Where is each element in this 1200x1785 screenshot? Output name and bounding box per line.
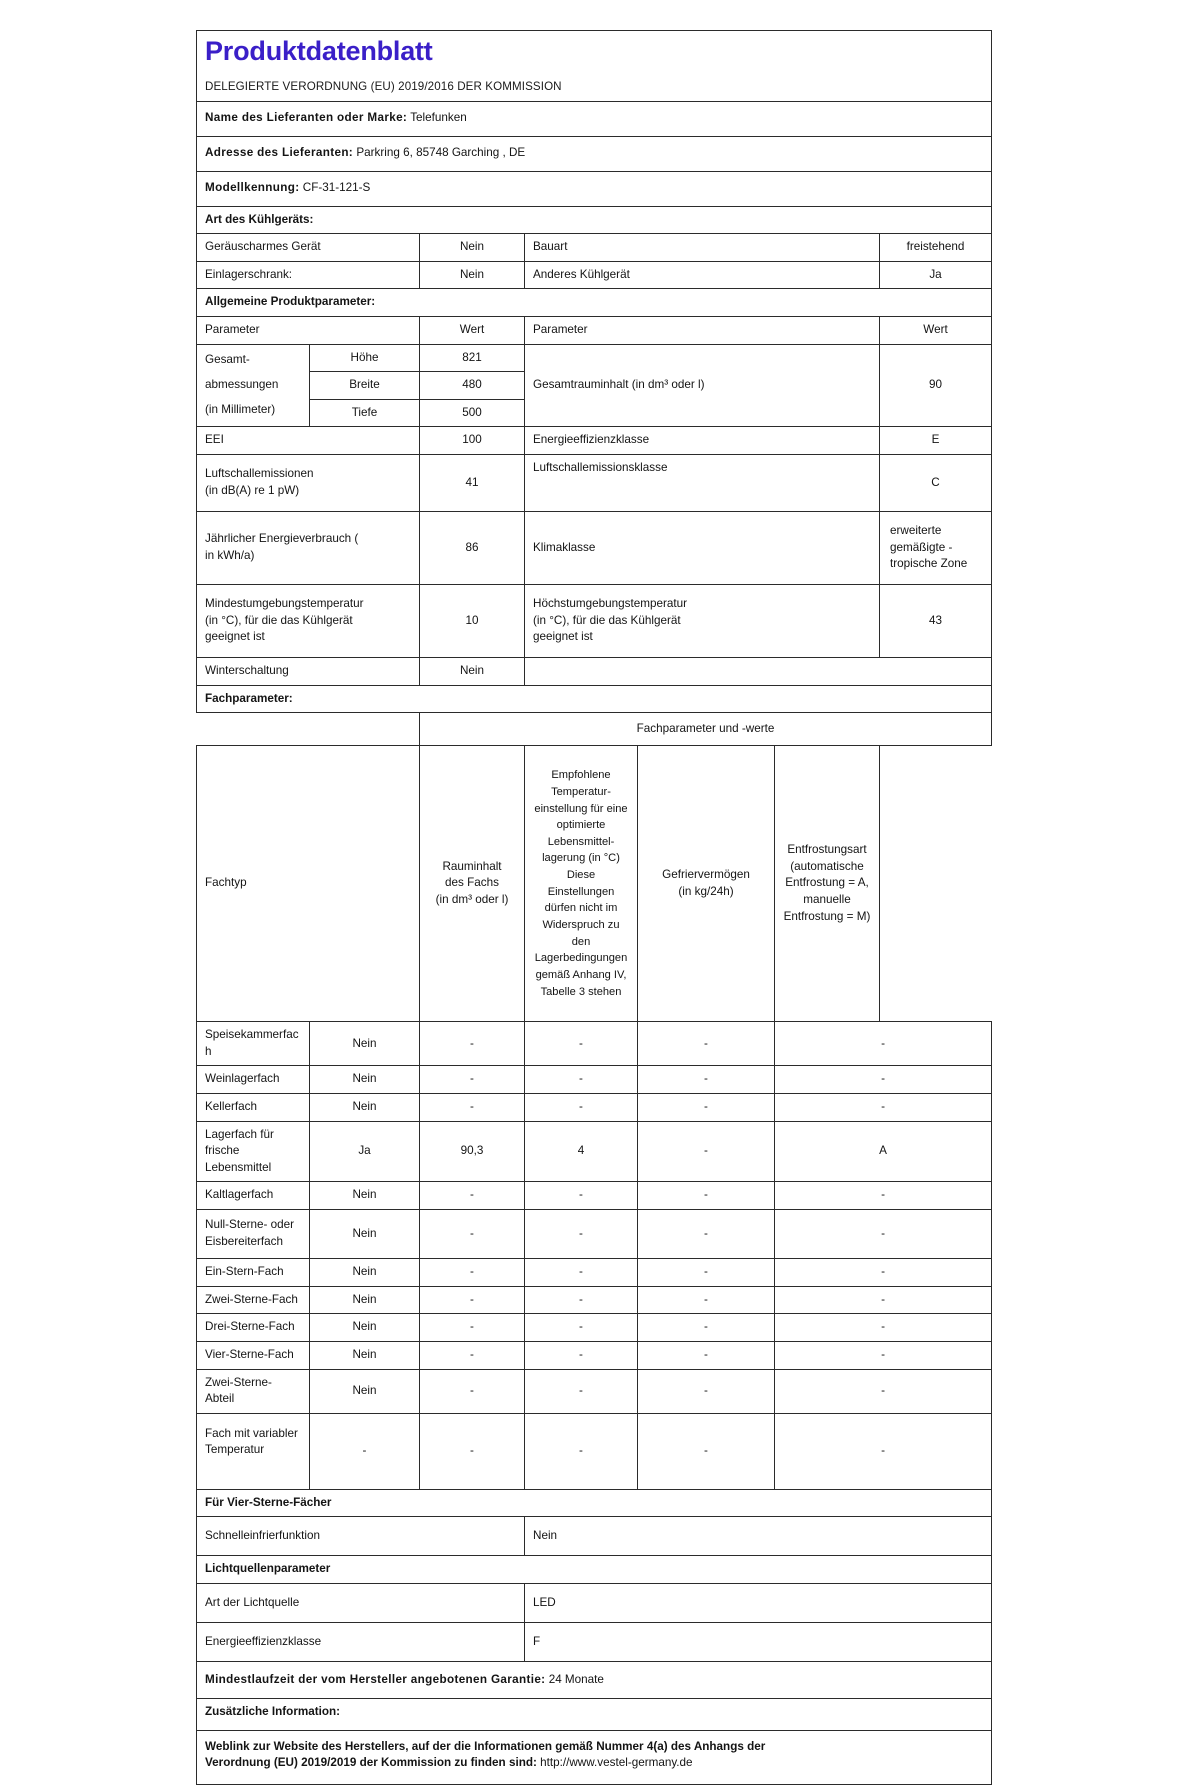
compartment-present: Nein: [310, 1022, 420, 1066]
fast-freeze-label: Schnelleinfrierfunktion: [197, 1517, 525, 1556]
title-row: [197, 31, 992, 102]
table-row: [197, 427, 992, 455]
annual-energy-value: 86: [420, 511, 525, 584]
compartment-temp: -: [525, 1369, 638, 1413]
noise-label: [197, 454, 420, 511]
max-ambient-temp-label: [525, 584, 880, 657]
appliance-type-section-title: Art des Kühlgeräts:: [197, 206, 992, 234]
eei-value: 100: [420, 427, 525, 455]
dimensions-label-line3: (in Millimeter): [197, 399, 310, 427]
supplier-name-cell: [197, 101, 992, 136]
weblink-text-line2-label: Verordnung (EU) 2019/2019 der Kommission zu finden sind:: [205, 1756, 537, 1770]
compartment-temp-header-line11: gemäß Anhang IV,: [535, 968, 627, 981]
compartment-volume: -: [420, 1066, 525, 1094]
additional-info-section-row: [197, 1698, 992, 1730]
winter-setting-value: Nein: [420, 657, 525, 685]
table-row: [197, 1182, 992, 1210]
compartment-volume: -: [420, 1259, 525, 1287]
width-label: Breite: [310, 372, 420, 400]
compartment-column-header-row: [197, 746, 992, 1022]
weblink-row: [197, 1730, 992, 1784]
compartment-defrost: -: [775, 1094, 992, 1122]
compartment-present: Nein: [310, 1094, 420, 1122]
compartment-defrost: -: [775, 1341, 992, 1369]
compartment-temp-header-line12: Tabelle 3 stehen: [540, 985, 622, 998]
compartment-group-header-row: [197, 713, 992, 746]
compartment-present: -: [310, 1413, 420, 1489]
table-row: [197, 1622, 992, 1661]
construction-label: Bauart: [525, 234, 880, 262]
supplier-name-row: [197, 101, 992, 136]
supplier-address-value: Parkring 6, 85748 Garching , DE: [356, 146, 526, 160]
compartment-defrost-header-line4: manuelle: [803, 893, 851, 906]
noise-label-line1: Luftschallemissionen: [205, 467, 314, 481]
compartment-freezing-header-line2: (in kg/24h): [678, 884, 734, 898]
compartment-type: Ein-Stern-Fach: [197, 1259, 310, 1287]
product-fiche-sheet: [196, 30, 991, 1785]
warranty-value: 24 Monate: [548, 1672, 604, 1686]
compartment-freezing: -: [638, 1022, 775, 1066]
compartment-defrost: -: [775, 1286, 992, 1314]
manufacturer-website-link[interactable]: http://www.vestel-germany.de: [540, 1756, 693, 1770]
table-row: [197, 1022, 992, 1066]
compartment-type-line2: Temperatur: [205, 1443, 265, 1457]
compartment-temp: -: [525, 1286, 638, 1314]
compartment-defrost: -: [775, 1369, 992, 1413]
compartment-freezing: -: [638, 1413, 775, 1489]
model-row: [197, 171, 992, 206]
compartment-defrost: -: [775, 1259, 992, 1287]
compartment-freezing: -: [638, 1066, 775, 1094]
compartment-volume: -: [420, 1210, 525, 1259]
table-row: [197, 1583, 992, 1622]
compartment-type-line1: Null-Sterne- oder: [205, 1218, 294, 1232]
max-ambient-temp-line1: Höchstumgebungstemperatur: [533, 597, 687, 611]
compartment-defrost: -: [775, 1210, 992, 1259]
climate-class-label: Klimaklasse: [525, 511, 880, 584]
model-value: CF-31-121-S: [302, 181, 371, 195]
compartment-temp: -: [525, 1259, 638, 1287]
compartment-type: Speisekammerfach: [197, 1022, 310, 1066]
table-row: [197, 511, 992, 584]
winter-setting-label: Winterschaltung: [197, 657, 420, 685]
storage-cabinet-label: Einlagerschrank:: [197, 261, 420, 289]
compartment-temp: -: [525, 1094, 638, 1122]
min-ambient-temp-label: [197, 584, 420, 657]
compartment-temp-header-line2: Temperatur-: [551, 785, 611, 798]
min-ambient-temp-line3: geeignet ist: [205, 630, 265, 644]
compartment-type: Kellerfach: [197, 1094, 310, 1122]
height-value: 821: [420, 344, 525, 372]
compartment-temp: -: [525, 1341, 638, 1369]
supplier-address-row: [197, 136, 992, 171]
supplier-address-label: Adresse des Lieferanten:: [205, 146, 354, 160]
low-noise-label: Geräuscharmes Gerät: [197, 234, 420, 262]
compartment-temp: -: [525, 1210, 638, 1259]
supplier-name-label: Name des Lieferanten oder Marke:: [205, 111, 408, 125]
weblink-text-line1: Weblink zur Website des Herstellers, auf der die Informationen gemäß Nummer 4(a) des Anhangs der: [205, 1739, 766, 1753]
compartment-freezing: -: [638, 1259, 775, 1287]
min-ambient-temp-value: 10: [420, 584, 525, 657]
compartment-defrost: -: [775, 1066, 992, 1094]
param-header-2: Parameter: [525, 316, 880, 344]
compartment-present: Ja: [310, 1121, 420, 1182]
compartment-type: Vier-Sterne-Fach: [197, 1341, 310, 1369]
eei-label: EEI: [197, 427, 420, 455]
climate-class-value: [880, 511, 992, 584]
max-ambient-temp-line3: geeignet ist: [533, 630, 593, 644]
other-appliance-value: Ja: [880, 261, 992, 289]
noise-class-value: C: [880, 454, 992, 511]
compartment-volume-header-line3: (in dm³ oder l): [435, 893, 509, 906]
compartment-defrost: -: [775, 1182, 992, 1210]
compartment-volume: -: [420, 1182, 525, 1210]
table-row: [197, 261, 992, 289]
table-row: [197, 1369, 992, 1413]
compartment-type: Drei-Sterne-Fach: [197, 1314, 310, 1342]
table-row: [197, 234, 992, 262]
dimensions-label-line2: abmessungen: [197, 372, 310, 400]
compartment-type-line2: Lebensmittel: [205, 1160, 272, 1174]
compartment-volume: -: [420, 1413, 525, 1489]
compartment-type: Kaltlagerfach: [197, 1182, 310, 1210]
annual-energy-label-line1: Jährlicher Energieverbrauch (: [205, 532, 359, 546]
min-ambient-temp-line2: (in °C), für die das Kühlgerät: [205, 613, 353, 627]
model-cell: [197, 171, 992, 206]
supplier-address-cell: [197, 136, 992, 171]
compartment-type: [197, 1210, 310, 1259]
compartment-volume: -: [420, 1369, 525, 1413]
other-appliance-label: Anderes Kühlgerät: [525, 261, 880, 289]
compartment-freezing: -: [638, 1121, 775, 1182]
compartment-temp-header: [525, 746, 638, 1022]
weblink-cell: [197, 1730, 992, 1784]
compartment-freezing: -: [638, 1369, 775, 1413]
light-source-section-row: [197, 1556, 992, 1584]
compartment-type: [197, 1121, 310, 1182]
compartment-volume: -: [420, 1022, 525, 1066]
construction-value: freistehend: [880, 234, 992, 262]
compartment-type: Zwei-Sterne-Abteil: [197, 1369, 310, 1413]
climate-class-value-line2: gemäßigte -: [890, 540, 953, 554]
compartment-present: Nein: [310, 1314, 420, 1342]
compartment-temp-header-line4: optimierte: [556, 819, 606, 832]
table-row: [197, 1210, 992, 1259]
table-row: [197, 1259, 992, 1287]
light-source-section-title: Lichtquellenparameter: [197, 1556, 992, 1584]
compartment-defrost: -: [775, 1413, 992, 1489]
compartment-volume: -: [420, 1286, 525, 1314]
compartment-type-header: Fachtyp: [197, 746, 420, 1022]
supplier-name-value: Telefunken: [410, 111, 467, 125]
min-ambient-temp-line1: Mindestumgebungstemperatur: [205, 597, 364, 611]
table-row: [197, 454, 992, 511]
compartment-freezing: -: [638, 1341, 775, 1369]
compartment-present: Nein: [310, 1341, 420, 1369]
compartment-temp: -: [525, 1182, 638, 1210]
noise-label-line2: (in dB(A) re 1 pW): [205, 483, 300, 497]
warranty-label: Mindestlaufzeit der vom Hersteller angebotenen Garantie:: [205, 1672, 546, 1686]
compartment-type: [197, 1413, 310, 1489]
compartment-temp-header-line10: Lagerbedingungen: [534, 952, 628, 965]
climate-class-value-line3: tropische Zone: [890, 557, 968, 571]
compartment-volume: -: [420, 1314, 525, 1342]
compartment-params-section-title: Fachparameter:: [197, 685, 992, 713]
total-volume-value: 90: [880, 344, 992, 427]
table-row: [197, 657, 992, 685]
compartment-present: Nein: [310, 1182, 420, 1210]
compartment-freezing: -: [638, 1314, 775, 1342]
param-header-1: Parameter: [197, 316, 420, 344]
light-source-class-value: F: [525, 1622, 992, 1661]
compartment-volume: -: [420, 1341, 525, 1369]
compartment-freezing: -: [638, 1210, 775, 1259]
compartment-temp-header-line6: lagerung (in °C): [542, 852, 620, 865]
compartment-freezing-header-line1: Gefriervermögen: [662, 868, 750, 882]
general-params-section-title: Allgemeine Produktparameter:: [197, 289, 992, 317]
annual-energy-label-line2: in kWh/a): [205, 548, 255, 562]
storage-cabinet-value: Nein: [420, 261, 525, 289]
compartment-volume-header-line2: des Fachs: [445, 876, 499, 890]
compartment-freezing: -: [638, 1182, 775, 1210]
model-label: Modellkennung:: [205, 181, 300, 195]
fast-freeze-value: Nein: [525, 1517, 992, 1556]
compartment-volume-header-line1: Rauminhalt: [442, 859, 502, 873]
value-header-1: Wert: [420, 316, 525, 344]
appliance-type-section-row: [197, 206, 992, 234]
compartment-type: Zwei-Sterne-Fach: [197, 1286, 310, 1314]
compartment-defrost-header: [775, 746, 880, 1022]
table-row: [197, 1413, 992, 1489]
compartment-volume: -: [420, 1094, 525, 1122]
light-source-class-label: Energieeffizienzklasse: [197, 1622, 525, 1661]
annual-energy-label: [197, 511, 420, 584]
compartment-temp: -: [525, 1314, 638, 1342]
light-source-type-label: Art der Lichtquelle: [197, 1583, 525, 1622]
total-volume-label: Gesamtrauminhalt (in dm³ oder l): [525, 344, 880, 427]
compartment-defrost: -: [775, 1314, 992, 1342]
warranty-row: [197, 1661, 992, 1698]
compartment-defrost-header-line3: Entfrostung = A,: [785, 876, 869, 890]
compartment-present: Nein: [310, 1369, 420, 1413]
winter-setting-empty: [525, 657, 992, 685]
regulation-subtitle: DELEGIERTE VERORDNUNG (EU) 2019/2016 DER KOMMISSION: [205, 80, 562, 94]
compartment-defrost-header-line2: (automatische: [790, 859, 864, 873]
warranty-cell: [197, 1661, 992, 1698]
compartment-defrost-header-line5: Entfrostung = M): [783, 909, 871, 923]
compartment-defrost: A: [775, 1121, 992, 1182]
max-ambient-temp-line2: (in °C), für die das Kühlgerät: [533, 613, 681, 627]
compartment-present: Nein: [310, 1210, 420, 1259]
low-noise-value: Nein: [420, 234, 525, 262]
noise-value: 41: [420, 454, 525, 511]
compartment-volume: 90,3: [420, 1121, 525, 1182]
compartment-present: Nein: [310, 1286, 420, 1314]
dimensions-label-line1: Gesamt-: [197, 344, 310, 372]
compartment-temp-header-line7: Diese Einstellungen: [547, 869, 615, 898]
table-row: [197, 1121, 992, 1182]
page-title: Produktdatenblatt: [205, 36, 433, 66]
compartment-type: Weinlagerfach: [197, 1066, 310, 1094]
compartment-type-line1: Lagerfach für frische: [205, 1127, 274, 1158]
four-star-section-title: Für Vier-Sterne-Fächer: [197, 1489, 992, 1517]
compartment-freezing-header: [638, 746, 775, 1022]
table-row: [197, 1517, 992, 1556]
title-cell: [197, 31, 992, 102]
compartment-freezing: -: [638, 1094, 775, 1122]
compartment-freezing: -: [638, 1286, 775, 1314]
dimensions-height-row: [197, 344, 992, 372]
energy-class-value: E: [880, 427, 992, 455]
compartment-present: Nein: [310, 1259, 420, 1287]
compartment-type-line2: Eisbereiterfach: [205, 1235, 283, 1249]
climate-class-value-line1: erweiterte: [890, 524, 942, 538]
table-row: [197, 1066, 992, 1094]
weblink-text-line2: [205, 1755, 983, 1772]
value-header-2: Wert: [880, 316, 992, 344]
compartment-temp-header-line5: Lebensmittel-: [547, 835, 615, 848]
table-row: [197, 1341, 992, 1369]
additional-info-section-title: Zusätzliche Information:: [197, 1698, 992, 1730]
compartment-group-header: Fachparameter und -werte: [420, 713, 992, 746]
energy-class-label: Energieeffizienzklasse: [525, 427, 880, 455]
table-row: [197, 1314, 992, 1342]
compartment-type-line1: Fach mit variabler: [205, 1426, 298, 1440]
noise-class-label: Luftschallemissionsklasse: [525, 454, 880, 511]
max-ambient-temp-value: 43: [880, 584, 992, 657]
compartment-temp-header-line9: Widerspruch zu den: [542, 918, 620, 948]
compartment-temp: 4: [525, 1121, 638, 1182]
table-row: [197, 584, 992, 657]
compartment-present: Nein: [310, 1066, 420, 1094]
general-params-header-row: [197, 316, 992, 344]
compartment-defrost: -: [775, 1022, 992, 1066]
compartment-temp: -: [525, 1413, 638, 1489]
table-row: [197, 1094, 992, 1122]
light-source-type-value: LED: [525, 1583, 992, 1622]
compartment-group-header-spacer: [197, 713, 420, 746]
product-fiche-table: [196, 30, 992, 1785]
compartment-params-section-row: [197, 685, 992, 713]
four-star-section-row: [197, 1489, 992, 1517]
compartment-temp: -: [525, 1022, 638, 1066]
compartment-temp-header-line8: dürfen nicht im: [544, 902, 618, 915]
general-params-section-row: [197, 289, 992, 317]
compartment-volume-header: [420, 746, 525, 1022]
table-row: [197, 1286, 992, 1314]
compartment-defrost-header-line1: Entfrostungsart: [787, 843, 867, 857]
compartment-temp-header-line3: einstellung für eine: [534, 802, 628, 815]
compartment-temp-header-line1: Empfohlene: [551, 769, 611, 782]
height-label: Höhe: [310, 344, 420, 372]
compartment-temp: -: [525, 1066, 638, 1094]
depth-label: Tiefe: [310, 399, 420, 427]
depth-value: 500: [420, 399, 525, 427]
width-value: 480: [420, 372, 525, 400]
